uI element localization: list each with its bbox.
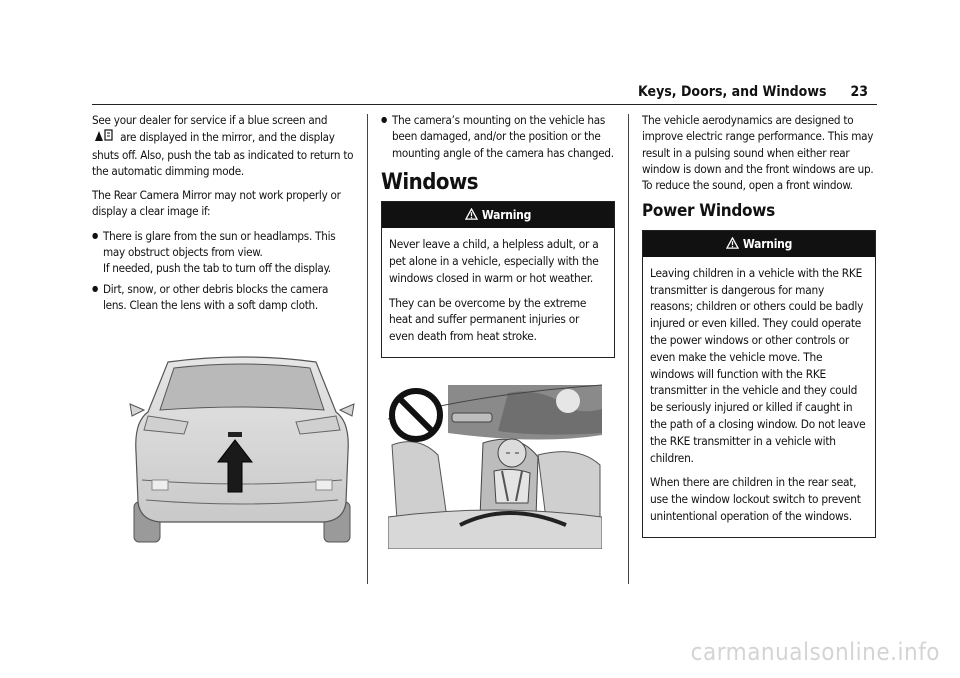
warning-body [382,228,614,357]
blue-screen-paragraph: See your dealer for service if a blue screen and are displayed in the mirror, and the display shuts off. Also, push the tab as indicated to return to the automatic dimming mode. [92,113,354,178]
warning-icon [726,237,739,250]
list-item: ● Dirt, snow, or other debris blocks the camera lens. Clean the lens with a soft damp cloth. [92,281,354,314]
warning-paragraph: Never leave a child, a helpless adult, or a pet alone in a vehicle, especially with the windows closed in warm or hot weather. [389,237,599,285]
warning-paragraph: When there are children in the rear seat, use the window lockout switch to prevent unintentional operation of the windows. [650,475,861,523]
aerodynamics-paragraph: The vehicle aerodynamics are designed to improve electric range performance. This may result in a pulsing sound when either rear window is down and the front windows are up. To reduce the sound, open a front window. [642,113,874,193]
warning-paragraph: They can be overcome by the extreme heat and suffer permanent injuries or even death from heat stroke. [389,295,587,344]
page-number: 23 [850,84,868,100]
column-divider-right [628,114,629,584]
list-item: ● There is glare from the sun or headlamps. This may obstruct objects from view. If needed, push the tab to turn off the display. [92,228,354,277]
warning-paragraph: Leaving children in a vehicle with the RKE transmitter is dangerous for many reasons; children or others could be badly injured or even killed. They could operate the power windows or other controls or even make the vehicle move. The windows will function with the RKE transmitter in the vehicle and they could be seriously injured or killed if caught in the path of a closing window. Do not leave the RKE transmitter in a vehicle with children. [650,265,866,465]
warning-header: Warning [382,202,614,228]
warning-body [643,257,875,537]
mirror-conditions-intro: The Rear Camera Mirror may not work properly or display a clear image if: [92,188,341,219]
mirror-conditions-list [92,228,354,313]
camera-condition-list [381,112,615,161]
column-2 [381,112,615,358]
child-in-vehicle-illustration [388,375,602,553]
list-item: ● The camera’s mounting on the vehicle has been damaged, and/or the position or the mounting angle of the camera has changed. [381,112,615,161]
column-3 [642,112,876,538]
camera-mirror-icon [94,128,114,146]
warning-box [642,230,876,538]
warning-icon [465,208,478,221]
page-header [638,84,868,100]
watermark[interactable]: carmanualsonline.info [690,638,940,666]
header-rule [92,104,877,105]
warning-header: Warning [643,231,875,257]
vehicle-rear-illustration [128,352,356,552]
section-heading-windows: Windows [381,169,479,195]
warning-box [381,201,615,358]
column-divider-left [367,114,368,584]
running-title: Keys, Doors, and Windows [638,84,827,100]
section-heading-power-windows: Power Windows [642,201,775,222]
column-1 [92,112,354,317]
